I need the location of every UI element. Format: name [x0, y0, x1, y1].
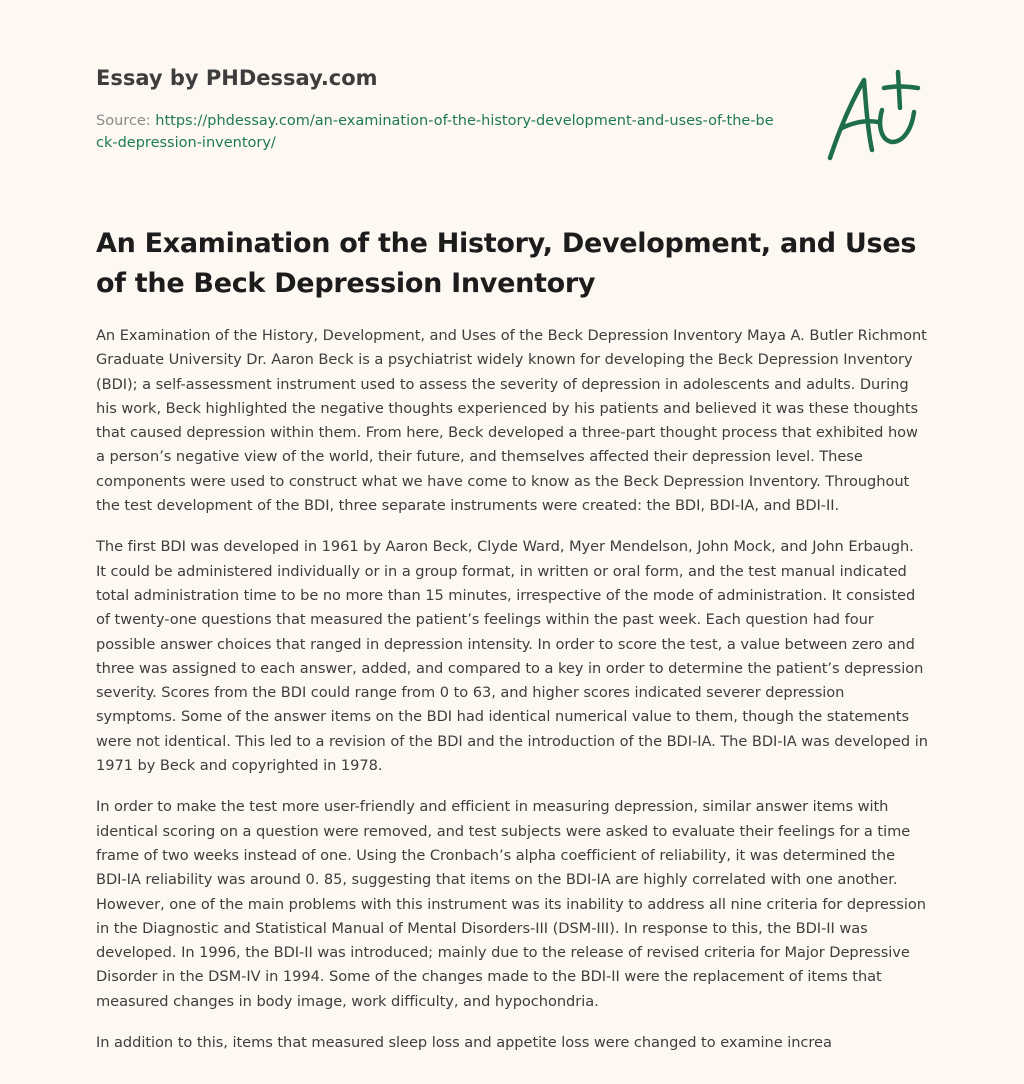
essay-body	[96, 324, 928, 1072]
a-plus-logo-svg	[820, 66, 930, 166]
paragraph: In addition to this, items that measured sleep loss and appetite loss were changed to examine increa	[96, 1034, 832, 1052]
source-label: Source:	[96, 113, 156, 129]
site-title: Essay by PHDessay.com	[96, 66, 378, 90]
a-plus-grade-icon	[820, 66, 930, 166]
source-link[interactable]: https://phdessay.com/an-examination-of-the-history-development-and-uses-of-the-beck-depression-inventory/	[96, 113, 774, 151]
site-header	[96, 64, 776, 154]
paragraph: In order to make the test more user-friendly and efficient in measuring depression, similar answer items with identical scoring on a question were removed, and test subjects were asked to evaluate their feelings for a time frame of two weeks instead of one. Using the Cronbach’s alpha coefficient of reliability, it was determined the BDI-IA reliability was around 0. 85, suggesting that items on the BDI-IA are highly correlated with one another. However, one of the main problems with this instrument was its inability to address all nine criteria for depression in the Diagnostic and Statistical Manual of Mental Disorders-III (DSM-III). In response to this, the BDI-II was developed. In 1996, the BDI-II was introduced; mainly due to the release of revised criteria for Major Depressive Disorder in the DSM-IV in 1994. Some of the changes made to the BDI-II were the replacement of items that measured changes in body image, work difficulty, and hypochondria.	[96, 798, 926, 1010]
source-line	[96, 110, 776, 154]
essay-title: An Examination of the History, Development, and Uses of the Beck Depression Inventory	[96, 228, 917, 299]
paragraph: An Examination of the History, Development, and Uses of the Beck Depression Inventory Maya A. Butler Richmont Graduate University Dr. Aaron Beck is a psychiatrist widely known for developing the Beck Depression Inventory (BDI); a self-assessment instrument used to assess the severity of depression in adolescents and adults. During his work, Beck highlighted the negative thoughts experienced by his patients and believed it was these thoughts that caused depression within them. From here, Beck developed a three-part thought process that exhibited how a person’s negative view of the world, their future, and themselves affected their depression level. These components were used to construct what we have come to know as the Beck Depression Inventory. Throughout the test development of the BDI, three separate instruments were created: the BDI, BDI-IA, and BDI-II.	[96, 327, 927, 515]
paragraph: The first BDI was developed in 1961 by Aaron Beck, Clyde Ward, Myer Mendelson, John Mock, and John Erbaugh. It could be administered individually or in a group format, in written or oral form, and the test manual indicated total administration time to be no more than 15 minutes, irrespective of the mode of administration. It consisted of twenty-one questions that measured the patient’s feelings within the past week. Each question had four possible answer choices that ranged in depression intensity. In order to score the test, a value between zero and three was assigned to each answer, added, and compared to a key in order to determine the patient’s depression severity. Scores from the BDI could range from 0 to 63, and higher scores indicated severer depression symptoms. Some of the answer items on the BDI had identical numerical value to them, though the statements were not identical. This led to a revision of the BDI and the introduction of the BDI-IA. The BDI-IA was developed in 1971 by Beck and copyrighted in 1978.	[96, 538, 928, 775]
